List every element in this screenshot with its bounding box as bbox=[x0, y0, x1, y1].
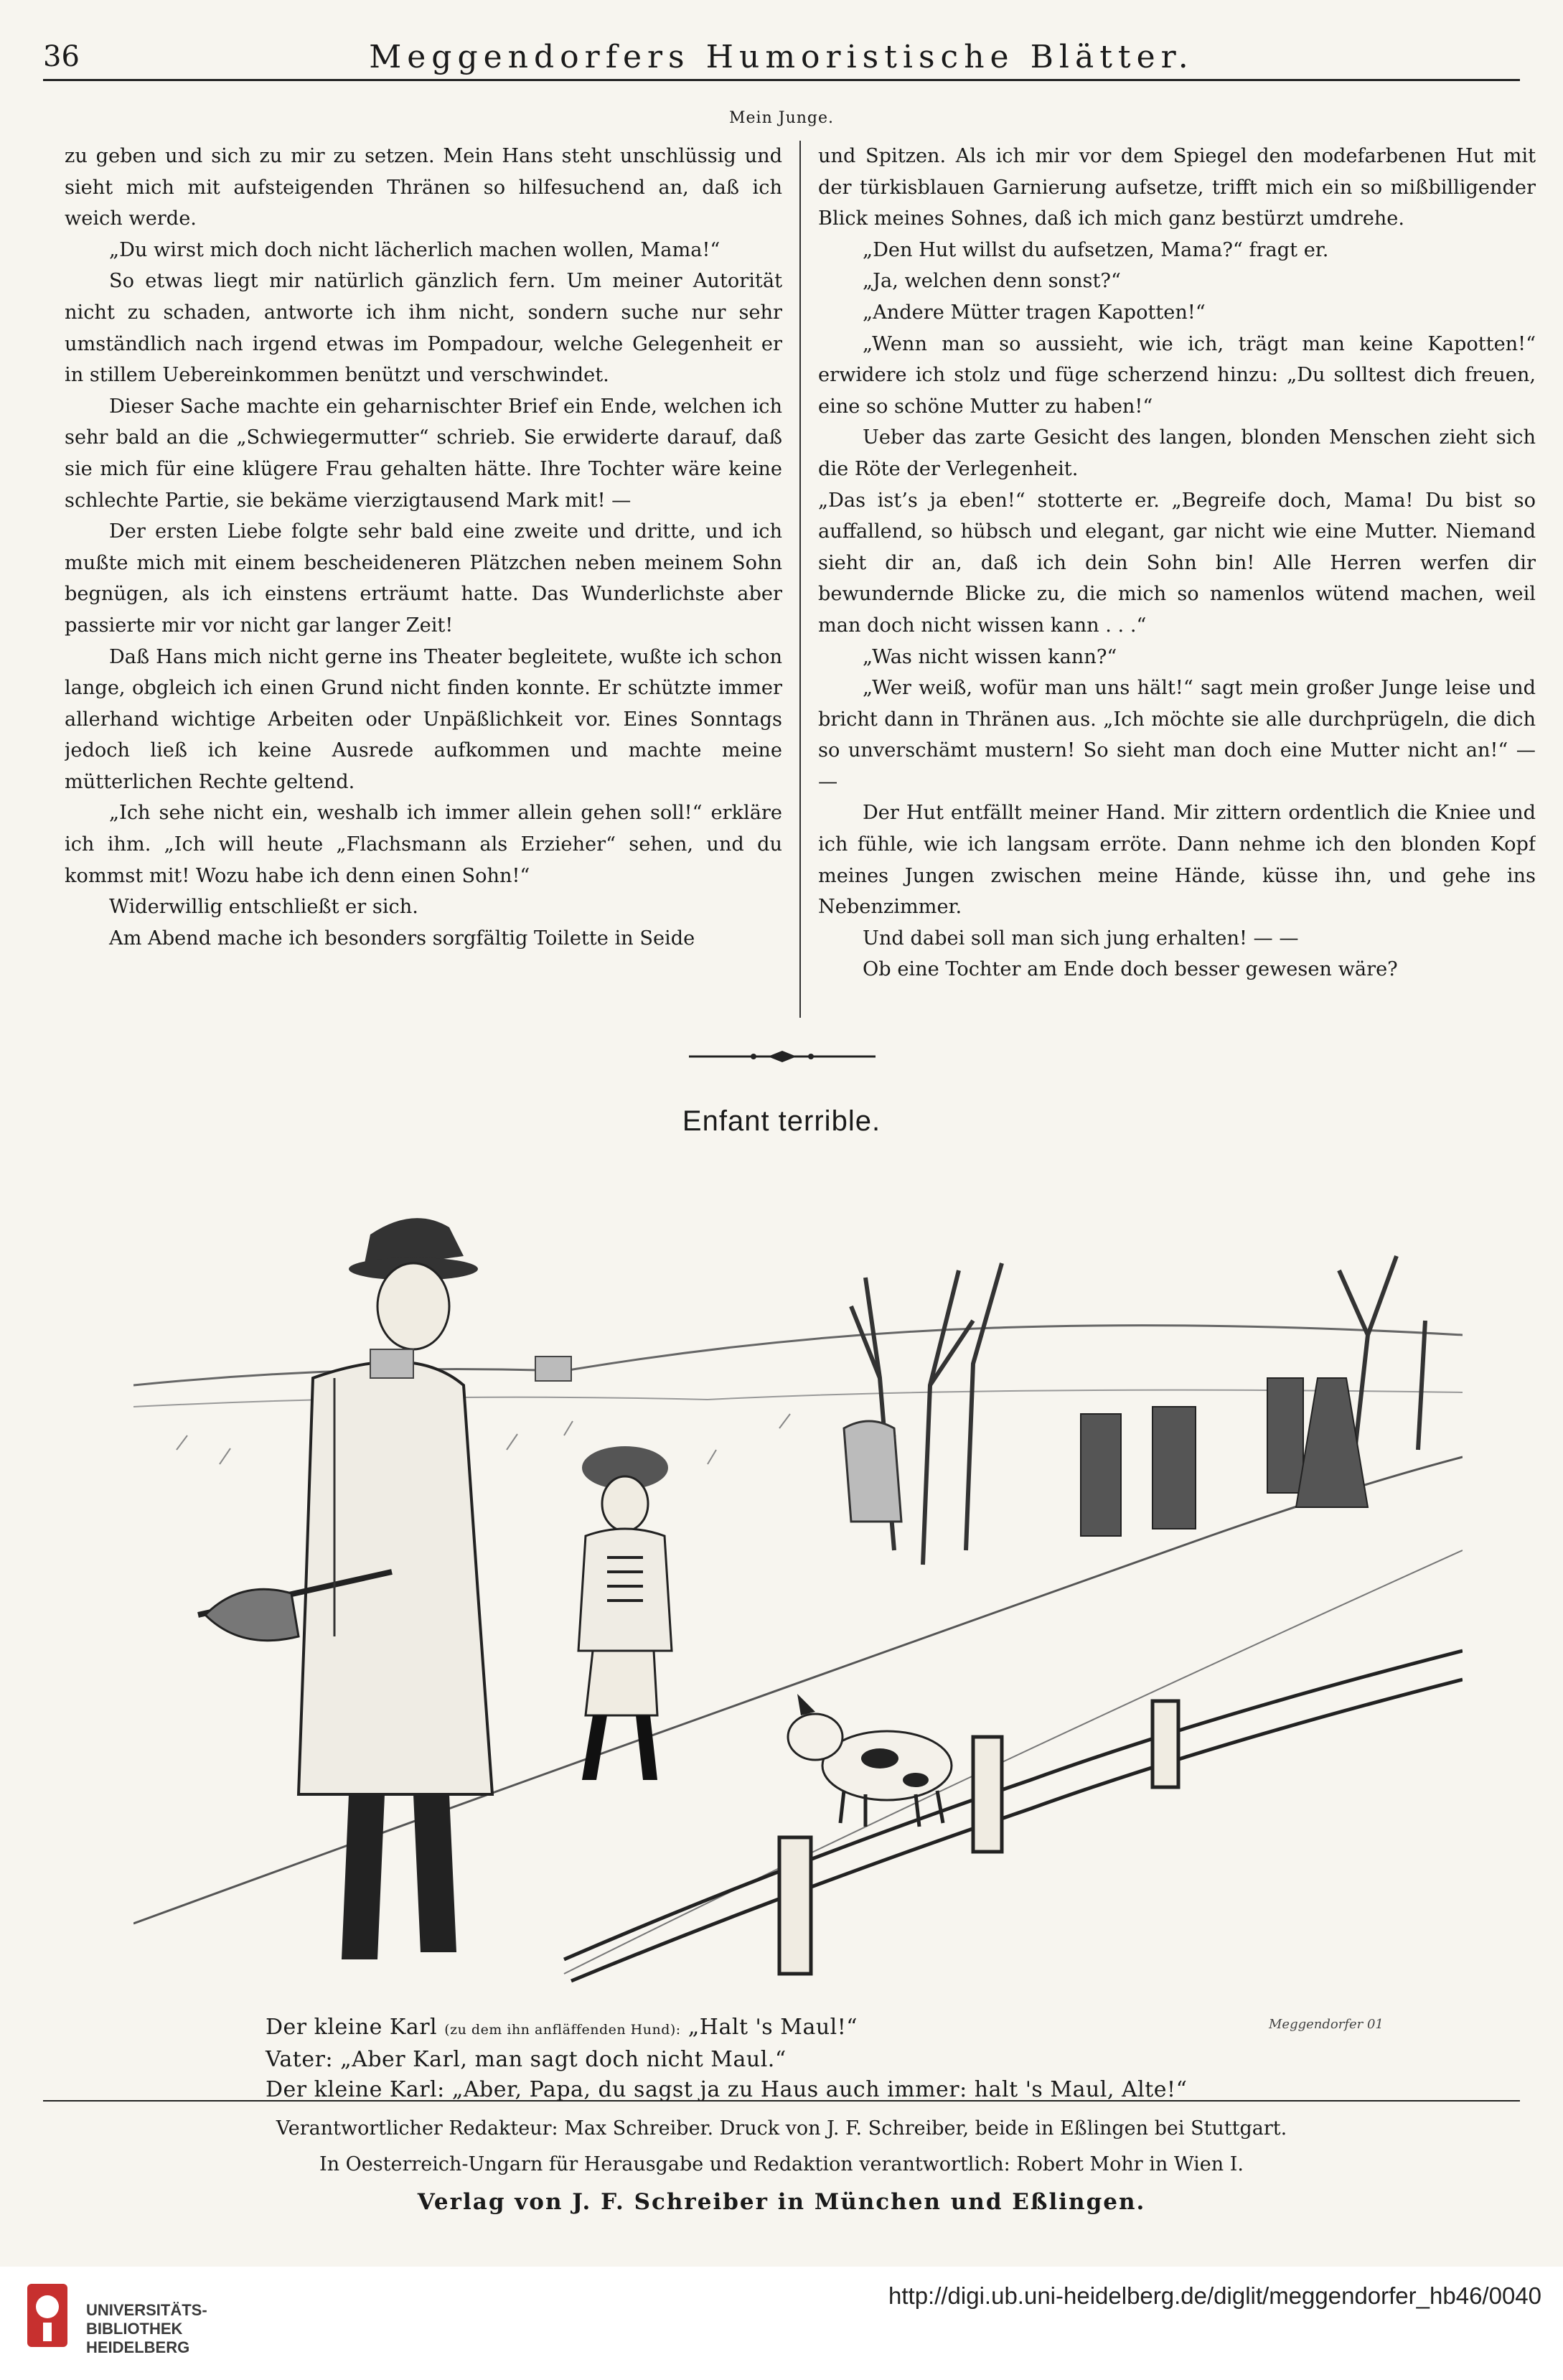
cartoon-illustration bbox=[133, 1148, 1463, 2017]
paragraph: zu geben und sich zu mir zu setzen. Mein Hans steht unschlüssig und sieht mich mit aufsteigenden Thränen so hilfesuchend an, daß ich weich werde. bbox=[65, 145, 782, 230]
paragraph: Am Abend mache ich besonders sorgfältig Toilette in Seide bbox=[109, 927, 695, 950]
paragraph: Daß Hans mich nicht gerne ins Theater begleitete, wußte ich schon lange, obgleich ich einen Grund nicht finden konnte. Er schützte immer allerhand wichtige Arbeiten oder Unpäßlichkeit vor. Eines Sonntags jedoch ließ ich keine Ausrede aufkommen und machte meine mütterlichen Rechte geltend. bbox=[65, 645, 782, 793]
dialogue-line: Vater: „Aber Karl, man sagt doch nicht Maul.“ bbox=[266, 2047, 787, 2072]
paragraph: Und dabei soll man sich jung erhalten! — — bbox=[863, 927, 1299, 950]
paragraph: „Wenn man so aussieht, wie ich, trägt man keine Kapotten!“ erwidere ich stolz und füge scherzend hinzu: „Du solltest dich freuen, eine so schöne Mutter zu haben!“ bbox=[818, 332, 1536, 418]
library-logo-text: UNIVERSITÄTS- BIBLIOTHEK HEIDELBERG bbox=[86, 2301, 207, 2356]
paragraph: „Was nicht wissen kann?“ bbox=[863, 645, 1117, 668]
text-column-left bbox=[65, 141, 782, 1031]
story-title: Mein Junge. bbox=[729, 109, 834, 127]
paragraph: Dieser Sache machte ein geharnischter Brief ein Ende, welchen ich sehr bald an die „Schwiegermutter“ schrieb. Sie erwiderte darauf, daß sie mich für eine klügere Frau gehalten hätte. Ihre Tochter wäre keine schlechte Partie, sie bekäme vierzigtausend Mark mit! — bbox=[65, 395, 782, 512]
paragraph: „Den Hut willst du aufsetzen, Mama?“ fragt er. bbox=[863, 238, 1329, 261]
artist-signature: Meggendorfer 01 bbox=[1269, 2017, 1384, 2032]
paragraph: „Das ist’s ja eben!“ stotterte er. „Begreife doch, Mama! Du bist so auffallend, so hübsch und elegant, gar nicht wie eine Mutter. Niemand sieht dir an, daß ich dein Sohn bin! Alle Herren werfen dir bewundernde Blicke zu, die mich so namenlos wütend machen, weil man doch nicht wissen kann . . .“ bbox=[818, 489, 1536, 637]
editor-line: Verantwortlicher Redakteur: Max Schreiber. Druck von J. F. Schreiber, beide in Eßlingen bei Stuttgart. bbox=[276, 2117, 1287, 2140]
paragraph: und Spitzen. Als ich mir vor dem Spiegel den modefarbenen Hut mit der türkisblauen Garnierung aufsetze, trifft mich ein so mißbilligender Blick meines Sohnes, daß ich mich ganz bestürzt umdrehe. bbox=[818, 145, 1536, 230]
footer-rule bbox=[43, 2100, 1520, 2102]
paragraph: „Ja, welchen denn sonst?“ bbox=[863, 270, 1121, 293]
page-number: 36 bbox=[43, 40, 80, 73]
paragraph: So etwas liegt mir natürlich gänzlich fern. Um meiner Autorität nicht zu schaden, antworte ich ihm nicht, sondern suche nur sehr umständlich nach irgend etwas im Pompadour, welche Gelegenheit er in stillem Uebereinkommen benützt und verschwindet. bbox=[65, 270, 782, 387]
paragraph: Ob eine Tochter am Ende doch besser gewesen wäre? bbox=[863, 958, 1398, 981]
paragraph: „Andere Mütter tragen Kapotten!“ bbox=[863, 301, 1206, 324]
dialogue-line: Der kleine Karl (zu dem ihn anfläffenden Hund): „Halt 's Maul!“ bbox=[266, 2015, 858, 2040]
publisher-line: Verlag von J. F. Schreiber in München und Eßlingen. bbox=[417, 2189, 1146, 2215]
dialogue-line: Der kleine Karl: „Aber, Papa, du sagst ja zu Haus auch immer: halt 's Maul, Alte!“ bbox=[266, 2077, 1188, 2102]
magazine-title: Meggendorfers Humoristische Blätter. bbox=[369, 39, 1194, 75]
austria-line: In Oesterreich-Ungarn für Herausgabe und Redaktion verantwortlich: Robert Mohr in Wien I. bbox=[319, 2153, 1244, 2175]
ornament-divider bbox=[675, 1048, 890, 1065]
cartoon-dialogue bbox=[266, 2013, 1485, 2105]
paragraph: Der Hut entfällt meiner Hand. Mir zittern ordentlich die Kniee und ich fühle, wie ich langsam erröte. Dann nehme ich den blonden Kopf meines Jungen zwischen meine Hände, küsse ihn, und gehe ins Nebenzimmer. bbox=[818, 802, 1536, 919]
paragraph: Ueber das zarte Gesicht des langen, blonden Menschen zieht sich die Röte der Verlegenheit. bbox=[818, 426, 1536, 480]
column-divider bbox=[799, 141, 801, 1018]
paragraph: Widerwillig entschließt er sich. bbox=[109, 896, 418, 919]
source-url-link[interactable]: http://digi.ub.uni-heidelberg.de/diglit/meggendorfer_hb46/0040 bbox=[888, 2282, 1541, 2309]
header-rule bbox=[43, 79, 1520, 81]
paragraph: „Wer weiß, wofür man uns hält!“ sagt mein großer Junge leise und bricht dann in Thränen aus. „Ich möchte sie alle durchprügeln, die dich so unverschämt mustern! So sieht man doch eine Mutter nicht an!“ — — bbox=[818, 677, 1536, 793]
page-header bbox=[43, 34, 1520, 78]
university-seal-icon bbox=[24, 2281, 70, 2350]
paragraph: „Ich sehe nicht ein, weshalb ich immer allein gehen soll!“ erkläre ich ihm. „Ich will heute „Flachsmann als Erzieher“ sehen, und du kommst mit! Wozu habe ich denn einen Sohn!“ bbox=[65, 802, 782, 887]
text-column-right bbox=[818, 141, 1536, 1031]
paragraph: Der ersten Liebe folgte sehr bald eine zweite und dritte, und ich mußte mich mit einem bescheideneren Plätzchen neben meinem Sohn begnügen, als ich einstens erträumt hatte. Das Wunderlichste aber passierte mir vor nicht gar langer Zeit! bbox=[65, 520, 782, 637]
cartoon-title: Enfant terrible. bbox=[682, 1105, 881, 1137]
paragraph: „Du wirst mich doch nicht lächerlich machen wollen, Mama!“ bbox=[109, 238, 721, 261]
